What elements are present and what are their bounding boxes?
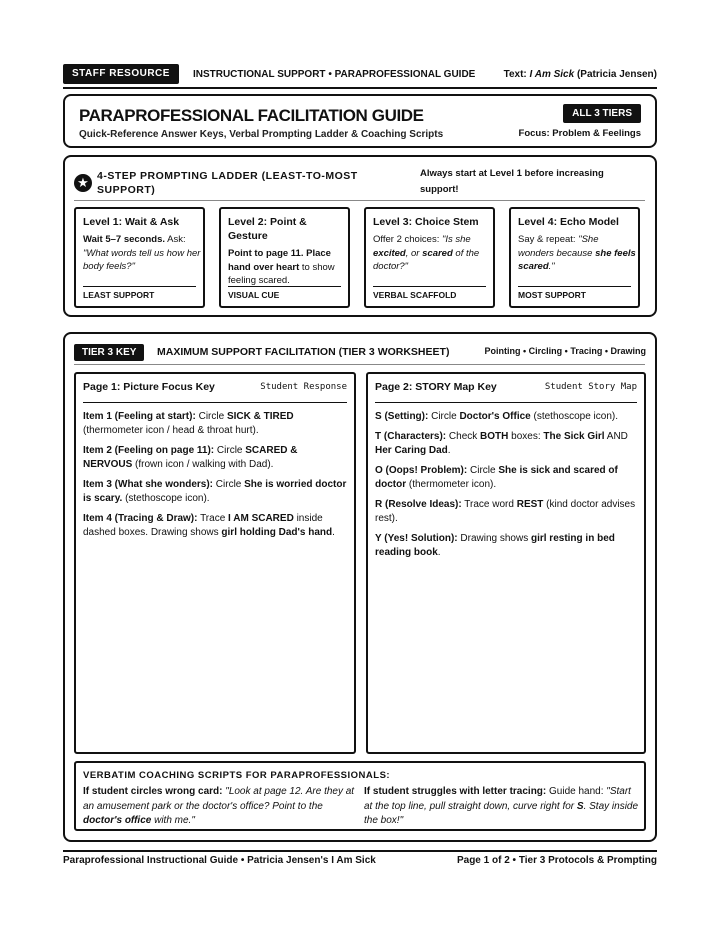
page-2-items (375, 410, 637, 566)
header-category: INSTRUCTIONAL SUPPORT • PARAPROFESSIONAL GUIDE (192, 68, 476, 80)
ladder-note: Always start at Level 1 before increasing support! (420, 168, 604, 195)
page-2-key-panel (366, 372, 646, 754)
list-item: Item 2 (Feeling on page 11): Circle SCARED & NERVOUS (frown icon / walking with Dad). (83, 445, 298, 470)
page-subtitle: Quick-Reference Answer Keys, Verbal Prompting Ladder & Coaching Scripts (79, 129, 444, 140)
list-item: Item 3 (What she wonders): Circle She is worried doctor is scary. (stethoscope icon). (83, 479, 347, 504)
prompting-ladder-panel (63, 155, 657, 317)
coaching-scripts-panel (74, 761, 646, 831)
level-2-body: Point to page 11. Place hand over heart to show feeling scared. (228, 248, 335, 286)
title-panel (63, 94, 657, 148)
header-bar (63, 64, 657, 84)
footer-divider (63, 850, 657, 852)
staff-resource-badge: STAFF RESOURCE (63, 64, 179, 84)
header-divider (63, 87, 657, 89)
level-2-card (219, 207, 350, 308)
tier-3-divider (74, 364, 645, 365)
list-item: R (Resolve Ideas): Trace word REST (kind doctor advises rest). (375, 499, 636, 524)
list-item: Item 4 (Tracing & Draw): Trace I AM SCARED inside dashed boxes. Drawing shows girl holding Dad's hand. (83, 513, 335, 538)
level-3-body: Offer 2 choices: "Is she excited, or scared of the doctor?" (373, 234, 480, 272)
script-wrong-card: If student circles wrong card: "Look at page 12. Are they at an amusement park or the doctor's office? Point to the doctor's office with me." (83, 786, 355, 826)
level-3-footer: VERBAL SCAFFOLD (373, 286, 486, 300)
script-letter-tracing: If student struggles with letter tracing: Guide hand: "Start at the top line, pull straight down, curve right for S. Stay inside the box!" (364, 786, 639, 826)
level-1-footer: LEAST SUPPORT (83, 286, 196, 300)
page-2-title: Page 2: STORY Map Key (375, 381, 497, 393)
footer-source: Paraprofessional Instructional Guide • Patricia Jensen's I Am Sick (63, 855, 376, 866)
list-item: T (Characters): Check BOTH boxes: The Sick Girl AND Her Caring Dad. (375, 431, 628, 456)
level-4-footer: MOST SUPPORT (518, 286, 631, 300)
ladder-title: 4-STEP PROMPTING LADDER (LEAST-TO-MOST SUPPORT) (97, 170, 358, 196)
page-1-tag: Student Response (260, 382, 347, 392)
tier-3-modes: Pointing • Circling • Tracing • Drawing (484, 346, 646, 356)
ladder-divider (74, 200, 645, 201)
page-2-tag: Student Story Map (544, 382, 637, 392)
level-1-title: Level 1: Wait & Ask (83, 216, 180, 228)
page-1-items (83, 410, 347, 546)
book-title: I Am Sick (529, 68, 575, 80)
page-title: PARAPROFESSIONAL FACILITATION GUIDE (79, 106, 424, 125)
star-icon: ★ (74, 174, 92, 192)
header-text-source: Text: I Am Sick (Patricia Jensen) (503, 68, 657, 80)
page-1-header (83, 381, 347, 403)
footer-page-number: Page 1 of 2 • Tier 3 Protocols & Prompting (456, 855, 657, 866)
level-2-footer: VISUAL CUE (228, 286, 341, 300)
level-3-card (364, 207, 495, 308)
list-item: O (Oops! Problem): Circle She is sick and scared of doctor (thermometer icon). (375, 465, 618, 490)
level-4-title: Level 4: Echo Model (518, 216, 619, 228)
tier-3-badge: TIER 3 KEY (74, 344, 144, 361)
list-item: Y (Yes! Solution): Drawing shows girl resting in bed reading book. (375, 533, 615, 558)
page-1-title: Page 1: Picture Focus Key (83, 381, 215, 393)
tier-3-panel (63, 332, 657, 842)
level-2-title: Level 2: Point & Gesture (228, 216, 307, 242)
tier-3-title: MAXIMUM SUPPORT FACILITATION (TIER 3 WORKSHEET) (157, 346, 450, 358)
level-1-body: Wait 5–7 seconds. Ask: "What words tell us how her body feels?" (83, 234, 201, 272)
focus-label: Focus: Problem & Feelings (518, 128, 641, 139)
list-item: Item 1 (Feeling at start): Circle SICK & TIRED (thermometer icon / head & throat hurt). (83, 411, 294, 436)
level-4-card (509, 207, 640, 308)
list-item: S (Setting): Circle Doctor's Office (stethoscope icon). (375, 411, 618, 422)
page-2-header (375, 381, 637, 403)
level-1-card (74, 207, 205, 308)
all-tiers-badge: ALL 3 TIERS (563, 104, 641, 123)
scripts-title: VERBATIM COACHING SCRIPTS FOR PARAPROFESSIONALS: (83, 770, 391, 781)
level-3-title: Level 3: Choice Stem (373, 216, 479, 228)
level-4-body: Say & repeat: "She wonders because she feels scared." (518, 234, 636, 272)
page-1-key-panel (74, 372, 356, 754)
